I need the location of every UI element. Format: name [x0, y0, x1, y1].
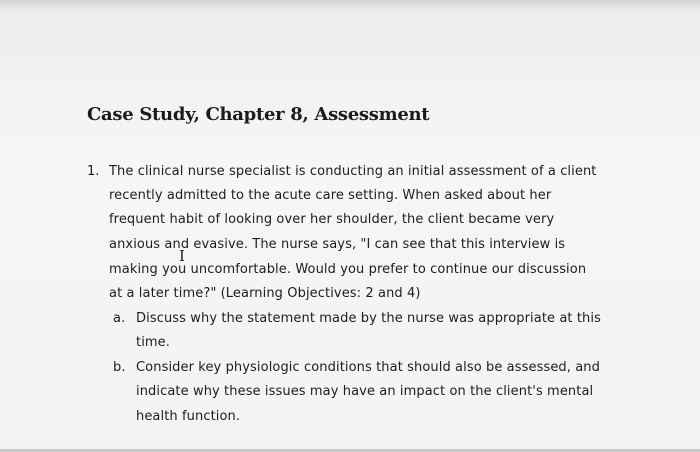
- subquestion-a-letter: a.: [113, 311, 126, 326]
- question-line-3: frequent habit of looking over her shoulder, the client became very: [109, 212, 555, 227]
- question-line-2: recently admitted to the acute care setting. When asked about her: [109, 188, 552, 203]
- question-line-5: making you uncomfortable. Would you prefer to continue our discussion: [109, 262, 587, 277]
- question-line-6: at a later time?" (Learning Objectives: 2 and 4): [109, 286, 421, 301]
- text-cursor-icon: I: [179, 247, 185, 265]
- question-line-4: anxious and evasive. The nurse says, "I can see that this interview is: [109, 237, 566, 252]
- question-line-1: The clinical nurse specialist is conducting an initial assessment of a client: [109, 164, 597, 179]
- page-title: Case Study, Chapter 8, Assessment: [87, 104, 430, 125]
- subquestion-b-line-3: health function.: [136, 409, 241, 424]
- subquestion-b-line-1: Consider key physiologic conditions that should also be assessed, and: [136, 360, 600, 375]
- question-number: 1.: [87, 164, 100, 179]
- subquestion-b-line-2: indicate why these issues may have an impact on the client's mental: [136, 384, 594, 399]
- top-shadow: [0, 0, 700, 10]
- subquestion-a-line-2: time.: [136, 335, 171, 350]
- subquestion-a-line-1: Discuss why the statement made by the nurse was appropriate at this: [136, 311, 601, 326]
- subquestion-b-letter: b.: [113, 360, 126, 375]
